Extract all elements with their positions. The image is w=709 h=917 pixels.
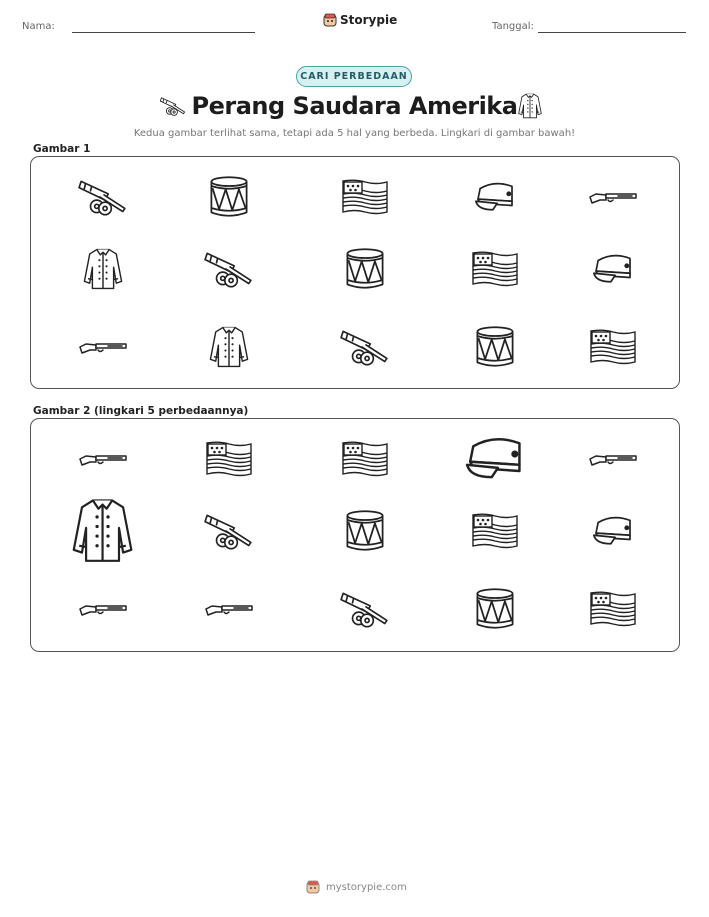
page-title: Perang Saudara Amerika bbox=[191, 92, 518, 120]
coat-icon[interactable] bbox=[70, 495, 135, 566]
picture2-panel[interactable] bbox=[30, 418, 680, 652]
footer-url: mystorypie.com bbox=[326, 881, 407, 893]
musket-icon[interactable] bbox=[204, 600, 254, 618]
footer bbox=[306, 880, 407, 894]
drum-icon[interactable] bbox=[343, 509, 387, 553]
storypie-mascot-icon bbox=[306, 880, 320, 894]
picture1-label: Gambar 1 bbox=[33, 143, 91, 155]
drum-icon[interactable] bbox=[473, 587, 517, 631]
flag-icon[interactable] bbox=[205, 441, 253, 477]
flag-icon[interactable] bbox=[471, 513, 519, 549]
drum-icon[interactable] bbox=[343, 247, 387, 291]
flag-icon[interactable] bbox=[471, 251, 519, 287]
flag-icon[interactable] bbox=[341, 441, 389, 477]
musket-icon[interactable] bbox=[588, 188, 638, 206]
date-label: Tanggal: bbox=[492, 21, 534, 32]
cap-icon[interactable] bbox=[589, 252, 637, 286]
musket-icon[interactable] bbox=[78, 600, 128, 618]
flag-icon[interactable] bbox=[589, 329, 637, 365]
brand-logo bbox=[323, 13, 397, 27]
brand-name: Storypie bbox=[340, 13, 398, 27]
name-field[interactable] bbox=[72, 32, 255, 33]
cannon-icon[interactable] bbox=[339, 588, 391, 630]
cannon-icon[interactable] bbox=[339, 326, 391, 368]
cap-icon[interactable] bbox=[471, 180, 519, 214]
musket-icon[interactable] bbox=[78, 450, 128, 468]
cap-icon[interactable] bbox=[460, 434, 530, 483]
picture1-panel bbox=[30, 156, 680, 389]
instructions: Kedua gambar terlihat sama, tetapi ada 5 hal yang berbeda. Lingkari di gambar bawah! bbox=[133, 128, 576, 139]
flag-icon[interactable] bbox=[341, 179, 389, 215]
musket-icon[interactable] bbox=[588, 450, 638, 468]
picture2-label: Gambar 2 (lingkari 5 perbedaannya) bbox=[33, 405, 249, 417]
flag-icon[interactable] bbox=[589, 591, 637, 627]
storypie-mascot-icon bbox=[323, 13, 337, 27]
cap-icon[interactable] bbox=[589, 514, 637, 548]
cannon-icon[interactable] bbox=[203, 510, 255, 552]
drum-icon[interactable] bbox=[207, 175, 251, 219]
title-coat-icon bbox=[517, 92, 543, 124]
cannon-icon[interactable] bbox=[77, 176, 129, 218]
coat-icon[interactable] bbox=[82, 246, 124, 292]
coat-icon[interactable] bbox=[208, 324, 250, 370]
cannon-icon[interactable] bbox=[203, 248, 255, 290]
name-label: Nama: bbox=[22, 21, 55, 32]
activity-badge: CARI PERBEDAAN bbox=[296, 66, 412, 87]
musket-icon[interactable] bbox=[78, 338, 128, 356]
date-field[interactable] bbox=[538, 32, 686, 33]
drum-icon[interactable] bbox=[473, 325, 517, 369]
